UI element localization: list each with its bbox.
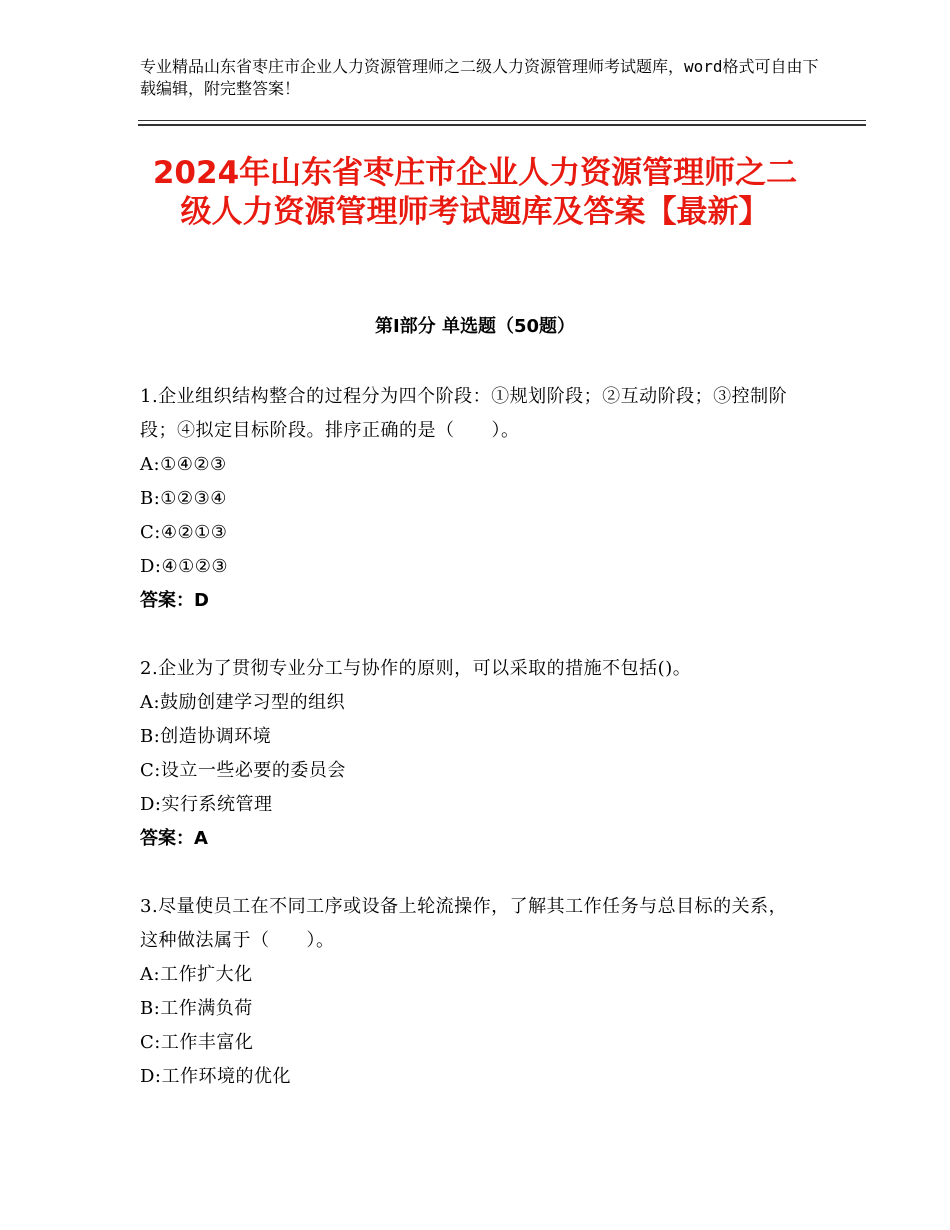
section-heading: 第Ⅰ部分 单选题（50题） [374,316,575,337]
option-c: C:④②①③ [140,522,228,543]
option-d: D:实行系统管理 [140,794,273,815]
option-b: B:①②③④ [140,488,227,509]
question-stem: 2.企业为了贯彻专业分工与协作的原则，可以采取的措施不包括()。 [140,658,692,679]
option-b: B:工作满负荷 [140,998,253,1019]
option-c: C:工作丰富化 [140,1032,254,1053]
option-a: A:①④②③ [140,454,227,475]
question-3 [140,890,800,1094]
header-rule-thin [138,120,866,121]
option-d: D:工作环境的优化 [140,1066,291,1087]
option-d: D:④①②③ [140,556,229,577]
document-title: 2024年山东省枣庄市企业人力资源管理师之二级人力资源管理师考试题库及答案【最新】 [152,155,798,230]
header-note: 专业精品山东省枣庄市企业人力资源管理师之二级人力资源管理师考试题库，word格式可自由下载编辑，附完整答案！ [140,57,819,98]
answer: 答案：A [140,828,208,849]
question-2 [140,652,800,856]
header-rule-thick [138,124,866,126]
question-list [140,380,800,1128]
question-stem: 3.尽量使员工在不同工序或设备上轮流操作，了解其工作任务与总目标的关系，这种做法属于（ ）。 [140,896,788,951]
question-stem: 1.企业组织结构整合的过程分为四个阶段：①规划阶段；②互动阶段；③控制阶段；④拟定目标阶段。排序正确的是（ ）。 [140,386,788,441]
option-a: A:鼓励创建学习型的组织 [140,692,346,713]
option-a: A:工作扩大化 [140,964,253,985]
answer: 答案：D [140,590,209,611]
option-c: C:设立一些必要的委员会 [140,760,346,781]
question-1 [140,380,800,618]
option-b: B:创造协调环境 [140,726,272,747]
